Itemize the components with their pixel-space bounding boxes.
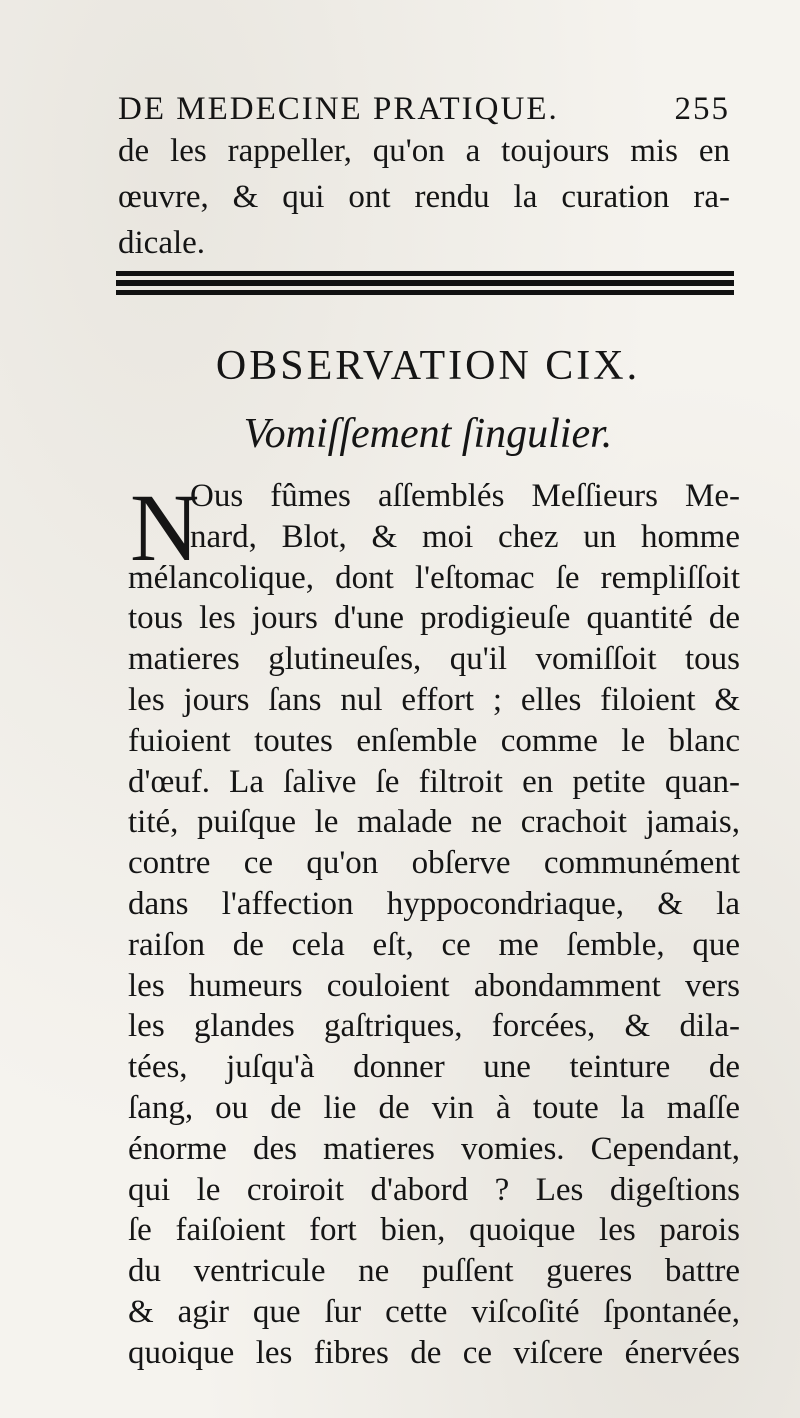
text-line: dans l'affection hyppocondriaque, & la <box>128 885 740 922</box>
text-line: les humeurs couloient abondamment vers <box>128 967 740 1004</box>
text-line: matieres glutineuſes, qu'il vomiſſoit tous <box>128 641 740 678</box>
text-line: quoique les fibres de ce viſcere énervées <box>128 1334 740 1371</box>
text-line: & agir que ſur cette viſcoſité ſpontanée, <box>128 1293 740 1330</box>
text-line: tous les jours d'une prodigieuſe quantité de <box>128 600 740 637</box>
text-line: les glandes gaſtriques, forcées, & dila- <box>128 1008 740 1045</box>
text-line: dicale. <box>118 225 206 261</box>
page-number: 255 <box>674 91 730 127</box>
text-line: Ous fûmes aſſemblés Meſſieurs Me- <box>190 478 740 514</box>
text-line: ſe faiſoient fort bien, quoique les parois <box>128 1212 740 1249</box>
page-header <box>118 86 730 132</box>
rule-line <box>116 280 734 286</box>
observation-title: OBSERVATION CIX. <box>215 343 641 389</box>
text-line: qui le croiroit d'abord ? Les digeſtions <box>128 1171 740 1208</box>
text-line: tité, puiſque le malade ne crachoit jamais, <box>128 804 740 841</box>
text-line: fuioient toutes enſemble comme le blanc <box>128 722 740 759</box>
text-line: énorme des matieres vomies. Cependant, <box>128 1130 740 1167</box>
text-line: mélancolique, dont l'eſtomac ſe rempliſſoit <box>128 559 740 596</box>
observation-body <box>128 476 740 1374</box>
text-line: d'œuf. La ſalive ſe filtroit en petite quan- <box>128 763 740 800</box>
rule-line <box>116 290 734 295</box>
text-line: de les rappeller, qu'on a toujours mis en <box>118 133 730 169</box>
text-line: nard, Blot, & moi chez un homme <box>190 518 740 555</box>
text-line: du ventricule ne puſſent gueres battre <box>128 1253 740 1290</box>
text-line: œuvre, & qui ont rendu la curation ra- <box>118 179 730 215</box>
running-title: DE MEDECINE PRATIQUE. <box>118 91 559 127</box>
text-line: tées, juſqu'à donner une teinture de <box>128 1049 740 1086</box>
rule-line <box>116 271 734 276</box>
text-line: contre ce qu'on obſerve communément <box>128 845 740 882</box>
section-divider-rule <box>116 271 734 297</box>
drop-cap: N <box>130 474 200 581</box>
carry-over-paragraph <box>118 128 730 266</box>
text-line: raiſon de cela eſt, ce me ſemble, que <box>128 926 740 963</box>
observation-subtitle: Vomiſſement ſingulier. <box>243 411 613 457</box>
text-line: ſang, ou de lie de vin à toute la maſſe <box>128 1089 740 1126</box>
text-line: les jours ſans nul effort ; elles filoient & <box>128 681 740 718</box>
